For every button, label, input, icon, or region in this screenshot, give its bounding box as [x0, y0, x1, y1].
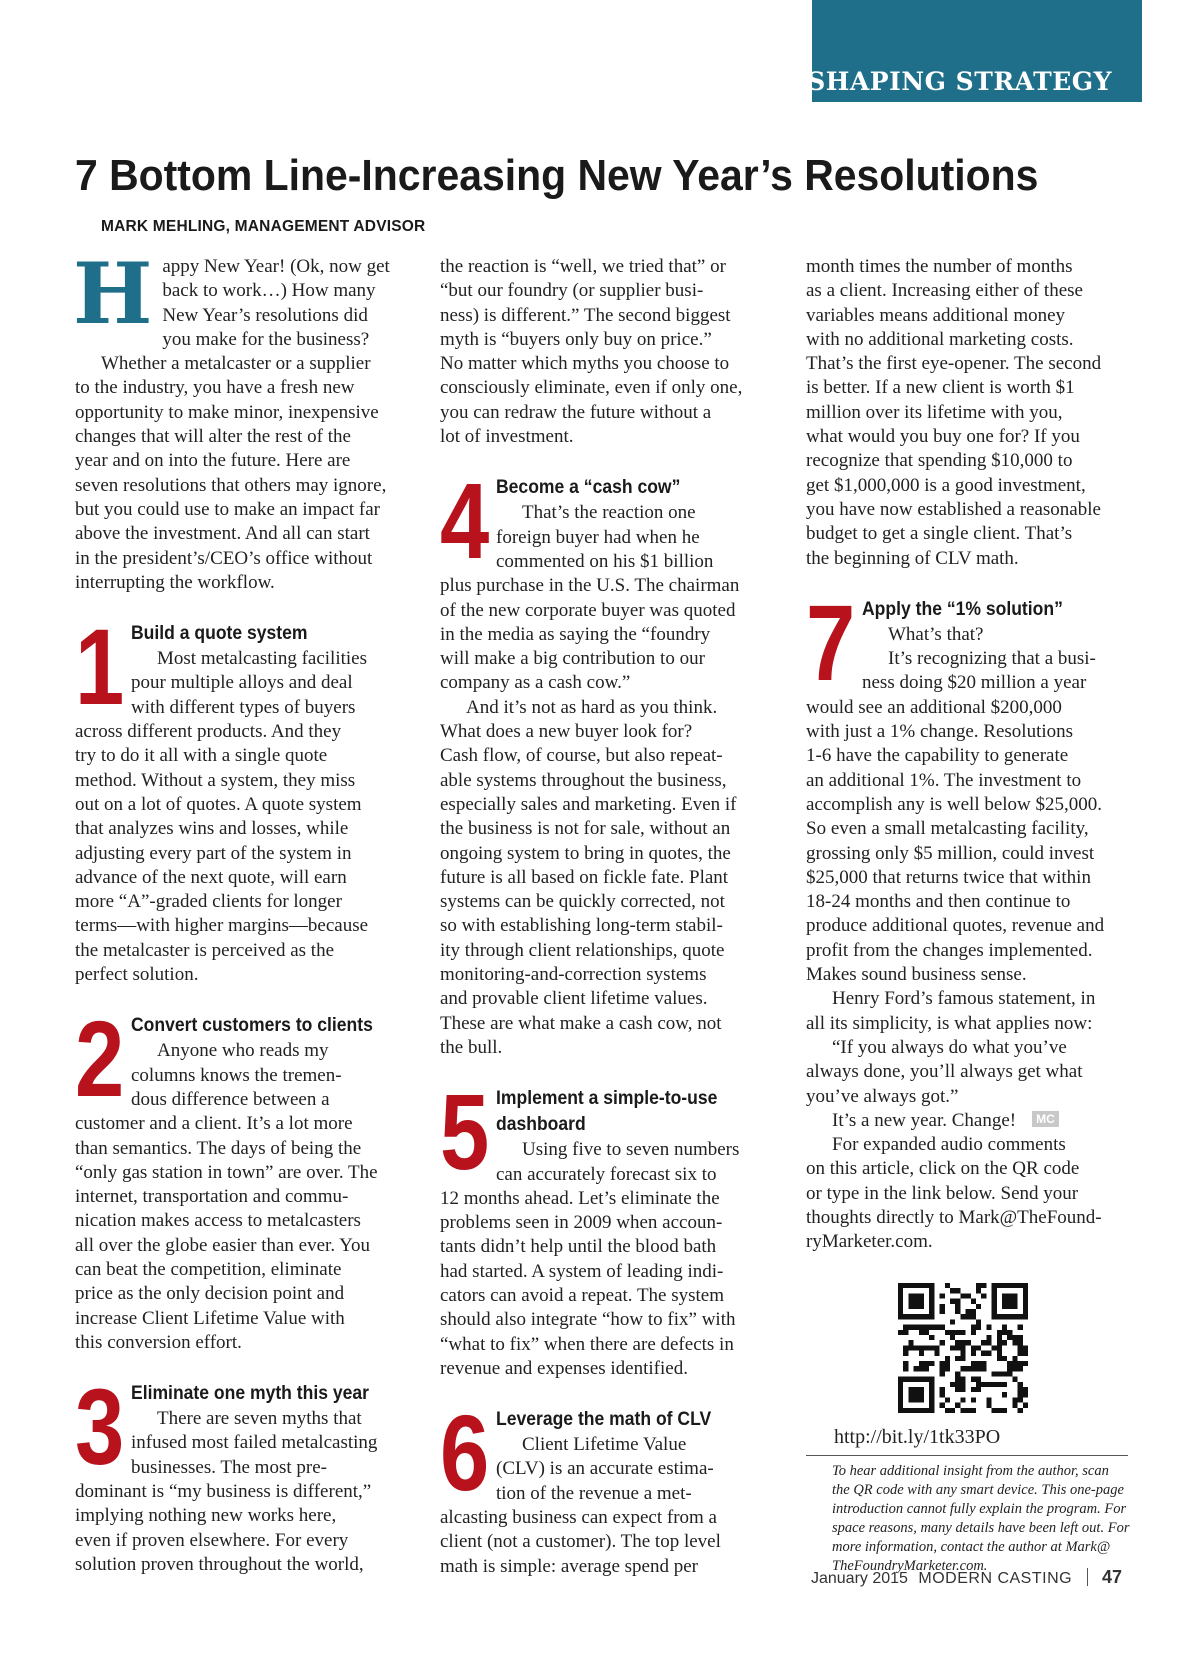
caption-line: the QR code with any smart device. This one-page	[832, 1481, 1124, 1498]
text-line: ness doing $20 million a year	[862, 672, 1087, 694]
text-line: It’s recognizing that a busi-	[888, 648, 1096, 670]
closing-text: It’s a new year. Change!	[832, 1109, 1017, 1131]
resolution-title: Leverage the math of CLV	[496, 1408, 712, 1431]
text-line: revenue and expenses identified.	[440, 1357, 688, 1379]
text-line: perfect solution.	[75, 964, 199, 986]
text-line: That’s the reaction one	[522, 502, 696, 524]
text-line: opportunity to make minor, inexpensive	[75, 401, 379, 423]
caption-divider	[806, 1455, 1128, 1456]
text-line: tion of the revenue a met-	[496, 1482, 692, 1504]
caption-line: introduction cannot fully explain the program. For	[832, 1500, 1127, 1517]
mc-end-badge: MC	[1032, 1111, 1059, 1127]
continued-text	[440, 255, 768, 449]
text-line: out on a lot of quotes. A quote system	[75, 793, 362, 815]
text-line: Henry Ford’s famous statement, in	[832, 988, 1096, 1010]
text-line: with different types of buyers	[131, 696, 356, 718]
ford-quote	[806, 1036, 1134, 1109]
text-line: ryMarketer.com.	[806, 1231, 933, 1253]
qr-code-icon[interactable]	[898, 1283, 1028, 1413]
text-line: month times the number of months	[806, 256, 1073, 277]
resolution-title: Apply the “1% solution”	[862, 597, 1063, 620]
text-line: plus purchase in the U.S. The chairman	[440, 575, 740, 597]
text-line: “If you always do what you’ve	[832, 1036, 1067, 1058]
resolution-number: 7	[806, 581, 856, 703]
resolution-1	[75, 606, 403, 987]
caption-line: TheFoundryMarketer.com.	[832, 1557, 988, 1574]
text-line: produce additional quotes, revenue and	[806, 915, 1105, 937]
text-line: alcasting business can expect from a	[440, 1507, 717, 1529]
text-line: the beginning of CLV math.	[806, 547, 1019, 569]
text-line: thoughts directly to Mark@TheFound-	[806, 1206, 1102, 1228]
text-line: profit from the changes implemented.	[806, 939, 1093, 961]
text-line: able systems throughout the business,	[440, 769, 727, 791]
text-line: so with establishing long-term stabil-	[440, 915, 723, 937]
text-line: especially sales and marketing. Even if	[440, 793, 737, 815]
text-line: cators can avoid a repeat. The system	[440, 1284, 725, 1306]
text-line: changes that will alter the rest of the	[75, 426, 351, 448]
text-line: and provable client lifetime values.	[440, 988, 708, 1010]
text-line: you have now established a reasonable	[806, 498, 1101, 520]
resolution-4	[440, 460, 768, 1060]
resolution-number: 2	[75, 998, 125, 1120]
resolution-7	[806, 581, 1134, 1255]
text-line: That’s the first eye-opener. The second	[806, 353, 1102, 375]
text-line: than semantics. The days of being the	[75, 1137, 362, 1159]
text-line: you can redraw the future without a	[440, 401, 712, 423]
text-line: all its simplicity, is what applies now:	[806, 1012, 1093, 1034]
text-line: Whether a metalcaster or a supplier	[101, 353, 371, 375]
section-tab	[807, 0, 1142, 102]
text-line: seven resolutions that others may ignore,	[75, 474, 387, 496]
resolution-number: 5	[440, 1071, 490, 1193]
text-line: budget to get a single client. That’s	[806, 523, 1073, 545]
text-line: get $1,000,000 is a good investment,	[806, 474, 1086, 496]
text-line: can accurately forecast six to	[496, 1163, 717, 1185]
text-line: Cash flow, of course, but also repeat-	[440, 745, 723, 767]
text-line: accomplish any is well below $25,000.	[806, 793, 1103, 815]
caption-line: To hear additional insight from the author, scan	[832, 1462, 1109, 1479]
text-line: nication makes access to metalcasters	[75, 1210, 361, 1232]
caption-line: space reasons, many details have been left out. For	[832, 1519, 1130, 1536]
text-line: appy New Year! (Ok, now get	[162, 256, 390, 277]
text-line: as a client. Increasing either of these	[806, 280, 1083, 302]
text-line: Makes sound business sense.	[806, 964, 1027, 986]
resolution-number: 6	[440, 1392, 490, 1514]
text-line: “but our foundry (or supplier busi-	[440, 280, 704, 302]
text-line: tants didn’t help until the blood bath	[440, 1236, 717, 1258]
page-footer	[811, 1567, 1122, 1588]
text-line: 12 months ahead. Let’s eliminate the	[440, 1187, 720, 1209]
text-line: in the media as saying the “foundry	[440, 623, 711, 645]
text-line: what would you buy one for? If you	[806, 426, 1080, 448]
text-line: terms—with higher margins—because	[75, 915, 369, 937]
resolution-number: 3	[75, 1366, 125, 1488]
text-line: lot of investment.	[440, 426, 574, 448]
text-line: dous difference between a	[131, 1088, 330, 1110]
ford-paragraph	[806, 987, 1134, 1036]
text-line: more “A”-graded clients for longer	[75, 891, 342, 913]
text-line: ness) is different.” The second biggest	[440, 304, 731, 326]
text-line: Most metalcasting facilities	[157, 648, 368, 670]
continued-text	[806, 255, 1134, 571]
text-line: (CLV) is an accurate estima-	[496, 1458, 714, 1480]
qr-caption	[806, 1462, 1134, 1576]
text-line: all over the globe easier than ever. You	[75, 1234, 370, 1256]
text-line: Using five to seven numbers	[522, 1139, 740, 1161]
resolution-title: Become a “cash cow”	[496, 476, 681, 499]
text-line: advance of the next quote, will earn	[75, 866, 347, 888]
text-line: math is simple: average spend per	[440, 1555, 699, 1577]
column-3	[806, 255, 1134, 1576]
text-line: would see an additional $200,000	[806, 696, 1062, 718]
text-line: columns knows the tremen-	[131, 1064, 342, 1086]
expanded-comments	[806, 1133, 1134, 1254]
text-line: 18-24 months and then continue to	[806, 891, 1071, 913]
text-line: will make a big contribution to our	[440, 648, 705, 670]
text-line: myth is “buyers only buy on price.”	[440, 328, 712, 350]
text-line: solution proven throughout the world,	[75, 1553, 364, 1575]
text-line: that analyzes wins and losses, while	[75, 818, 349, 840]
text-line: across different products. And they	[75, 721, 342, 743]
text-line: systems can be quickly corrected, not	[440, 891, 725, 913]
intro	[73, 244, 403, 595]
text-line: should also integrate “how to fix” with	[440, 1309, 736, 1331]
resolution-title: Build a quote system	[131, 622, 308, 645]
text-line: price as the only decision point and	[75, 1283, 345, 1305]
resolution-title: Convert customers to clients	[131, 1014, 373, 1037]
text-line: These are what make a cash cow, not	[440, 1012, 722, 1034]
column-2	[440, 255, 768, 1579]
text-line: 1-6 have the capability to generate	[806, 745, 1069, 767]
text-line: variables means additional money	[806, 304, 1066, 326]
text-line: increase Client Lifetime Value with	[75, 1307, 345, 1329]
text-line: try to do it all with a single quote	[75, 745, 328, 767]
text-line: $25,000 that returns twice that within	[806, 866, 1091, 888]
text-line: So even a small metalcasting facility,	[806, 818, 1089, 840]
closing-line	[806, 1109, 1134, 1133]
issue-date: January 2015	[810, 1570, 908, 1587]
section-label: SHAPING STRATEGY	[807, 67, 1112, 96]
text-line: to the industry, you have a fresh new	[75, 377, 355, 399]
text-line: in the president’s/CEO’s office without	[75, 547, 373, 569]
text-line: million over its lifetime with you,	[806, 401, 1063, 423]
text-line: or type in the link below. Send your	[806, 1182, 1079, 1204]
drop-cap: H	[73, 244, 153, 343]
text-line: pour multiple alloys and deal	[131, 672, 353, 694]
text-line: problems seen in 2009 when accoun-	[440, 1212, 723, 1234]
text-line: but you could use to make an impact far	[75, 498, 380, 520]
text-line: customer and a client. It’s a lot more	[75, 1113, 353, 1135]
text-line: can beat the competition, eliminate	[75, 1258, 342, 1280]
text-line: the metalcaster is perceived as the	[75, 939, 335, 961]
resolution-title-line-1: Implement a simple-to-use	[496, 1087, 718, 1110]
text-line: this conversion effort.	[75, 1331, 242, 1353]
page-number: 47	[1101, 1567, 1122, 1587]
text-line: Client Lifetime Value	[522, 1434, 687, 1456]
text-line: businesses. The most pre-	[131, 1456, 327, 1478]
text-line: “what to fix” when there are defects in	[440, 1333, 734, 1355]
footer-separator	[1087, 1568, 1088, 1586]
text-line: is better. If a new client is worth $1	[806, 377, 1075, 399]
text-line: For expanded audio comments	[832, 1134, 1066, 1156]
text-line: ity through client relationships, quote	[440, 939, 725, 961]
text-line: above the investment. And all can start	[75, 523, 370, 545]
text-line: grossing only $5 million, could invest	[806, 842, 1095, 864]
text-line: No matter which myths you choose to	[440, 353, 730, 375]
intro-paragraph-2	[75, 352, 403, 595]
text-line: ongoing system to bring in quotes, the	[440, 842, 731, 864]
text-line: implying nothing new works here,	[75, 1505, 337, 1527]
column-1	[73, 244, 403, 1577]
text-line: future is all based on fickle fate. Plant	[440, 866, 729, 888]
article-title: 7 Bottom Line-Increasing New Year’s Resolutions	[75, 151, 1039, 200]
resolution-body-intro: What’s that?	[888, 623, 984, 645]
text-line: There are seven myths that	[157, 1408, 362, 1430]
text-line: recognize that spending $10,000 to	[806, 450, 1073, 472]
text-line: infused most failed metalcasting	[131, 1432, 378, 1454]
text-line: with no additional marketing costs.	[806, 328, 1074, 350]
text-line: even if proven elsewhere. For every	[75, 1529, 349, 1551]
text-line: back to work…) How many	[162, 280, 376, 302]
text-line: dominant is “my business is different,”	[75, 1481, 372, 1503]
resolution-6	[440, 1392, 768, 1579]
text-line: the bull.	[440, 1036, 503, 1058]
text-line: client (not a customer). The top level	[440, 1531, 721, 1553]
text-line: foreign buyer had when he	[496, 526, 700, 548]
text-line: method. Without a system, they miss	[75, 769, 356, 791]
resolution-5	[440, 1071, 768, 1381]
resolution-number: 1	[75, 606, 125, 728]
text-line: “only gas station in town” are over. The	[75, 1161, 378, 1183]
resolution-number: 4	[440, 460, 490, 582]
text-line: internet, transportation and commu-	[75, 1186, 349, 1208]
resolution-title-line-2: dashboard	[496, 1113, 586, 1136]
text-line: Anyone who reads my	[157, 1040, 329, 1062]
resolution-3	[75, 1366, 403, 1577]
caption-line: more information, contact the author at Mark@	[832, 1538, 1111, 1555]
text-line: commented on his $1 billion	[496, 550, 714, 572]
text-line: had started. A system of leading indi-	[440, 1260, 724, 1282]
text-line: you make for the business?	[162, 328, 370, 350]
magazine-name: MODERN CASTING	[918, 1570, 1073, 1587]
text-line: on this article, click on the QR code	[806, 1158, 1080, 1180]
text-line: the business is not for sale, without an	[440, 818, 731, 840]
text-line: And it’s not as hard as you think.	[466, 696, 718, 718]
text-line: you’ve always got.”	[806, 1085, 959, 1107]
byline: MARK MEHLING, MANAGEMENT ADVISOR	[101, 218, 426, 235]
text-line: an additional 1%. The investment to	[806, 769, 1082, 791]
text-line: consciously eliminate, even if only one,	[440, 377, 743, 399]
text-line: What does a new buyer look for?	[440, 721, 693, 743]
text-line: adjusting every part of the system in	[75, 842, 352, 864]
resolution-title: Eliminate one myth this year	[131, 1382, 369, 1405]
text-line: the reaction is “well, we tried that” or	[440, 256, 726, 277]
text-line: New Year’s resolutions did	[162, 304, 368, 326]
resolution-body-2	[440, 696, 768, 1060]
qr-link[interactable]: http://bit.ly/1tk33PO	[834, 1425, 1001, 1448]
text-line: always done, you’ll always get what	[806, 1061, 1083, 1083]
text-line: with just a 1% change. Resolutions	[806, 721, 1074, 743]
text-line: monitoring-and-correction systems	[440, 964, 707, 986]
resolution-2	[75, 998, 403, 1355]
text-line: year and on into the future. Here are	[75, 450, 351, 472]
text-line: interrupting the workflow.	[75, 571, 275, 593]
text-line: of the new corporate buyer was quoted	[440, 599, 736, 621]
text-line: company as a cash cow.”	[440, 672, 631, 694]
